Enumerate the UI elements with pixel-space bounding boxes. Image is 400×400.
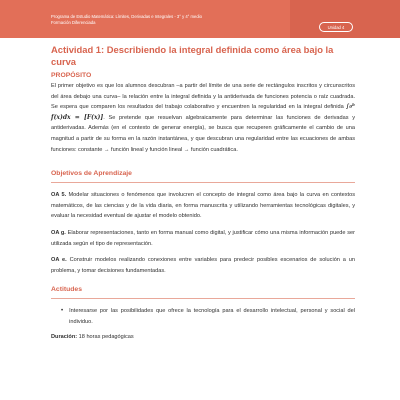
oag-text: Elaborar representaciones, tanto en forma manual como digital, y justificar cómo una misma información puede ser utilizada según el tipo de representación.	[51, 229, 355, 247]
integral-formula: ∫₀ᵇ f(x)dx = [F(x)]	[51, 103, 355, 121]
objetivos-heading: Objetivos de Aprendizaje	[51, 169, 355, 183]
objetivo-oa5	[51, 190, 355, 222]
header-subtitle: Formación Diferenciada	[51, 20, 96, 25]
proposito-heading: PROPÓSITO	[51, 72, 92, 79]
oa5-text: Modelar situaciones o fenómenos que involucren el concepto de integral como área bajo la curva en contextos matemáticos, de las ciencias y de la vida diaria, en forma manuscrita y utilizando herramientas tecnológicas digitales, y evaluar la necesidad eventual de ajustar el modelo obtenido.	[51, 192, 355, 220]
actitud-text: Interesarse por las posibilidades que ofrece la tecnología para el desarrollo intelectual, personal y social del individuo.	[69, 308, 355, 325]
actitudes-heading: Actitudes	[51, 285, 355, 299]
oae-code: OA e.	[51, 257, 67, 264]
proposito-text-after: . Se pretende que resuelvan algebraicamente para determinar las funciones de derivadas y antiderivadas. Además (en el contexto de generar energía), se busca que recuperen gráficamente el cambio de una magnitud a partir de su forma en la razón instantánea, y que descubran una regularidad entre las ecuaciones de ambas funciones: constante → función lineal y función lineal → función cuadrática.	[51, 114, 356, 153]
bullet-icon: •	[61, 308, 64, 315]
header-program-text	[51, 14, 291, 26]
header-program: Programa de Estudio Matemática: Límites, Derivadas e Integrales - 3° y 4° medio	[51, 14, 202, 19]
duracion-line	[51, 332, 355, 343]
objetivo-oag	[51, 228, 355, 249]
actitud-list-item	[51, 306, 355, 327]
oa5-code: OA 5.	[51, 192, 67, 199]
oag-code: OA g.	[51, 229, 66, 236]
oae-text: Construir modelos realizando conexiones entre variables para predecir posibles escenarios de solución a un problema, y tomar decisiones fundamentadas.	[51, 257, 355, 274]
duracion-label: Duración:	[51, 333, 78, 340]
unit-badge: Unidad 4	[319, 22, 353, 32]
objetivo-oae	[51, 255, 355, 276]
document-page	[51, 44, 355, 342]
proposito-text-before: El primer objetivo es que los alumnos descubran –a partir del límite de una serie de rectángulos inscritos y circunscritos del área debajo una curva– la relación entre la integral definida y la antiderivada de funciones potencia o raíz cuadrada. Se espera que comparen los resultados del trabajo colaborativo y encuentren la regularidad en la integral definida	[51, 83, 355, 111]
activity-title: Actividad 1: Describiendo la integral definida como área bajo la curva	[51, 44, 334, 67]
proposito-text	[51, 81, 355, 155]
duracion-value: 18 horas pedagógicas	[77, 333, 134, 340]
